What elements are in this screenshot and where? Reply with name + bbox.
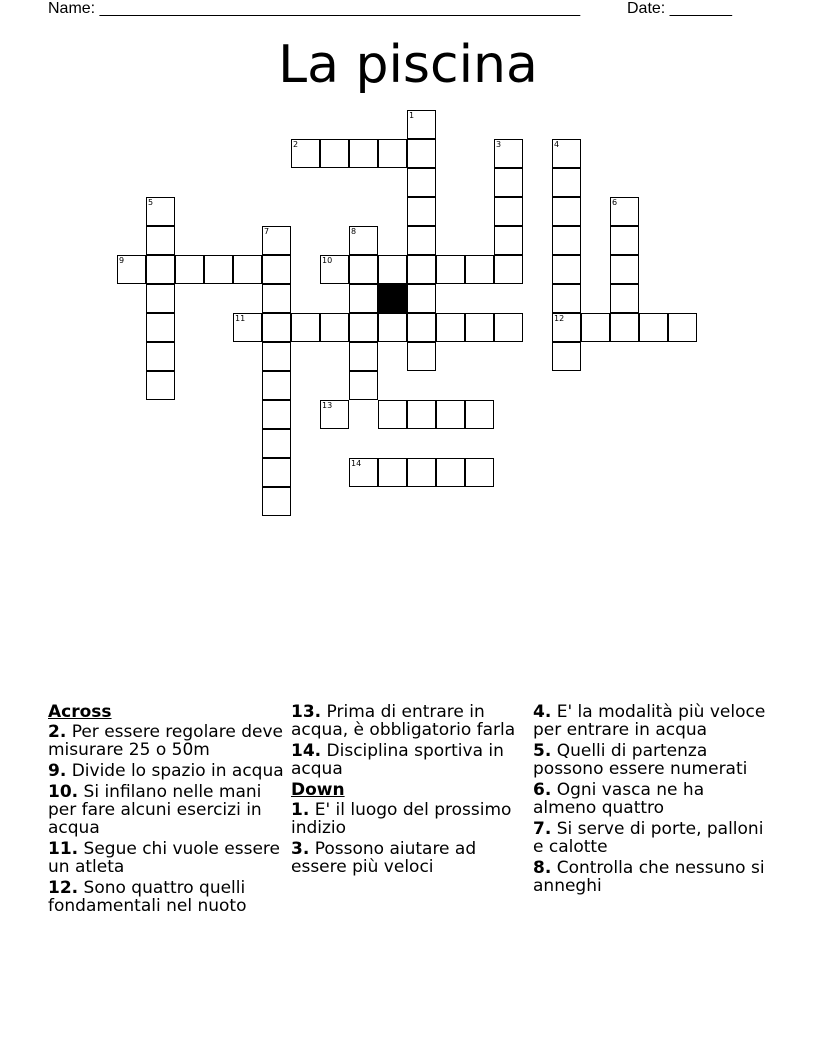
grid-cell[interactable] xyxy=(262,284,291,313)
name-field[interactable]: Name: ______________________________________________________ xyxy=(48,0,581,17)
grid-cell[interactable] xyxy=(581,313,610,342)
clue-item xyxy=(291,840,521,876)
grid-cell[interactable] xyxy=(407,197,436,226)
clue-num: 4. xyxy=(533,702,552,722)
clues-column-3 xyxy=(533,703,768,898)
grid-cell[interactable] xyxy=(639,313,668,342)
clue-text: E' il luogo del prossimo indizio xyxy=(291,800,512,838)
clue-num: 13. xyxy=(291,702,322,722)
grid-cell[interactable] xyxy=(378,139,407,168)
grid-cell[interactable] xyxy=(407,226,436,255)
clue-num: 1. xyxy=(291,800,310,820)
clue-item xyxy=(48,762,284,780)
clues-column-2 xyxy=(291,703,521,879)
grid-cell[interactable] xyxy=(378,255,407,284)
clue-number: 11 xyxy=(235,314,246,323)
date-field[interactable]: Date: _______ xyxy=(627,0,732,17)
grid-cell[interactable] xyxy=(494,255,523,284)
grid-cell[interactable] xyxy=(407,284,436,313)
grid-cell[interactable] xyxy=(349,458,378,487)
grid-cell[interactable] xyxy=(610,197,639,226)
clue-number: 4 xyxy=(554,140,560,149)
down-heading: Down xyxy=(291,780,345,800)
grid-cell[interactable] xyxy=(465,255,494,284)
grid-cell[interactable] xyxy=(349,284,378,313)
grid-cell[interactable] xyxy=(436,458,465,487)
grid-cell[interactable] xyxy=(494,226,523,255)
grid-cell[interactable] xyxy=(552,255,581,284)
grid-cell[interactable] xyxy=(320,400,349,429)
grid-cell[interactable] xyxy=(494,313,523,342)
clue-item xyxy=(533,703,768,739)
clue-item xyxy=(291,703,521,739)
grid-cell[interactable] xyxy=(552,139,581,168)
grid-cell[interactable] xyxy=(407,458,436,487)
clue-number: 2 xyxy=(293,140,299,149)
grid-cell[interactable] xyxy=(320,255,349,284)
grid-cell[interactable] xyxy=(465,458,494,487)
grid-cell[interactable] xyxy=(552,342,581,371)
grid-cell[interactable] xyxy=(407,168,436,197)
grid-cell[interactable] xyxy=(349,342,378,371)
grid-cell[interactable] xyxy=(349,371,378,400)
clue-number: 3 xyxy=(496,140,502,149)
clue-number: 13 xyxy=(322,401,333,410)
grid-cell[interactable] xyxy=(436,255,465,284)
clue-item xyxy=(48,723,284,759)
clue-text: Prima di entrare in acqua, è obbligatorio farla xyxy=(291,702,516,740)
grid-cell[interactable] xyxy=(552,284,581,313)
grid-cell[interactable] xyxy=(291,139,320,168)
grid-cell[interactable] xyxy=(552,197,581,226)
grid-cell[interactable] xyxy=(262,429,291,458)
grid-cell[interactable] xyxy=(117,255,146,284)
grid-cell[interactable] xyxy=(233,255,262,284)
clue-number: 5 xyxy=(148,198,154,207)
clue-item xyxy=(533,820,768,856)
clue-text: Si serve di porte, palloni e calotte xyxy=(533,819,764,857)
grid-cell[interactable] xyxy=(146,197,175,226)
grid-cell[interactable] xyxy=(552,226,581,255)
clue-num: 5. xyxy=(533,741,552,761)
clue-text: Per essere regolare deve misurare 25 o 50m xyxy=(48,722,283,760)
clue-text: Controlla che nessuno si anneghi xyxy=(533,858,765,896)
grid-cell[interactable] xyxy=(436,313,465,342)
grid-cell[interactable] xyxy=(610,255,639,284)
clue-text: Possono aiutare ad essere più veloci xyxy=(291,839,477,877)
grid-cell[interactable] xyxy=(262,255,291,284)
clue-num: 8. xyxy=(533,858,552,878)
clue-text: Segue chi vuole essere un atleta xyxy=(48,839,280,877)
grid-cell[interactable] xyxy=(552,168,581,197)
grid-cell[interactable] xyxy=(494,197,523,226)
grid-cell[interactable] xyxy=(407,400,436,429)
clue-item xyxy=(48,783,284,837)
grid-cell[interactable] xyxy=(262,226,291,255)
grid-cell[interactable] xyxy=(378,400,407,429)
grid-cell[interactable] xyxy=(436,400,465,429)
clue-item xyxy=(533,859,768,895)
clue-text: Ogni vasca ne ha almeno quattro xyxy=(533,780,705,818)
clue-item xyxy=(48,879,284,915)
grid-cell[interactable] xyxy=(320,313,349,342)
clue-num: 11. xyxy=(48,839,79,859)
clue-number: 10 xyxy=(322,256,333,265)
grid-cell[interactable] xyxy=(407,342,436,371)
grid-cell[interactable] xyxy=(407,313,436,342)
clue-number: 6 xyxy=(612,198,618,207)
clue-num: 3. xyxy=(291,839,310,859)
grid-cell[interactable] xyxy=(262,313,291,342)
grid-cell[interactable] xyxy=(291,313,320,342)
grid-cell[interactable] xyxy=(610,313,639,342)
clue-num: 7. xyxy=(533,819,552,839)
grid-cell[interactable] xyxy=(204,255,233,284)
clue-item xyxy=(48,840,284,876)
grid-cell[interactable] xyxy=(349,255,378,284)
grid-cell[interactable] xyxy=(146,313,175,342)
grid-cell[interactable] xyxy=(465,400,494,429)
grid-cell[interactable] xyxy=(320,139,349,168)
clue-number: 7 xyxy=(264,227,270,236)
clue-number: 1 xyxy=(409,111,415,120)
clue-text: Quelli di partenza possono essere numerati xyxy=(533,741,748,779)
clue-number: 8 xyxy=(351,227,357,236)
clue-text: Disciplina sportiva in acqua xyxy=(291,741,504,779)
grid-cell[interactable] xyxy=(378,313,407,342)
grid-cell[interactable] xyxy=(349,226,378,255)
grid-cell[interactable] xyxy=(262,371,291,400)
grid-cell[interactable] xyxy=(146,342,175,371)
grid-cell[interactable] xyxy=(262,342,291,371)
black-cell xyxy=(378,284,407,313)
clue-text: E' la modalità più veloce per entrare in acqua xyxy=(533,702,766,740)
grid-cell[interactable] xyxy=(146,255,175,284)
clue-num: 14. xyxy=(291,741,322,761)
grid-cell[interactable] xyxy=(349,313,378,342)
grid-cell[interactable] xyxy=(465,313,494,342)
clue-number: 14 xyxy=(351,459,362,468)
grid-cell[interactable] xyxy=(146,371,175,400)
clue-number: 9 xyxy=(119,256,125,265)
clue-number: 12 xyxy=(554,314,565,323)
clue-text: Si infilano nelle mani per fare alcuni esercizi in acqua xyxy=(48,782,262,838)
grid-cell[interactable] xyxy=(233,313,262,342)
clue-num: 2. xyxy=(48,722,67,742)
grid-cell[interactable] xyxy=(407,255,436,284)
grid-cell[interactable] xyxy=(262,400,291,429)
grid-cell[interactable] xyxy=(552,313,581,342)
grid-cell[interactable] xyxy=(494,168,523,197)
grid-cell[interactable] xyxy=(262,487,291,516)
clue-num: 9. xyxy=(48,761,67,781)
clue-num: 6. xyxy=(533,780,552,800)
clue-item xyxy=(533,742,768,778)
across-heading: Across xyxy=(48,702,112,722)
clue-item xyxy=(291,801,521,837)
clue-text: Sono quattro quelli fondamentali nel nuoto xyxy=(48,878,247,916)
clue-num: 10. xyxy=(48,782,79,802)
grid-cell[interactable] xyxy=(262,458,291,487)
grid-cell[interactable] xyxy=(378,458,407,487)
page-title: La piscina xyxy=(278,35,538,95)
grid-cell[interactable] xyxy=(407,110,436,139)
clue-item xyxy=(533,781,768,817)
grid-cell[interactable] xyxy=(146,226,175,255)
grid-cell[interactable] xyxy=(610,284,639,313)
clues-column-1 xyxy=(48,703,284,918)
grid-cell[interactable] xyxy=(349,139,378,168)
grid-cell[interactable] xyxy=(146,284,175,313)
grid-cell[interactable] xyxy=(175,255,204,284)
grid-cell[interactable] xyxy=(494,139,523,168)
clue-text: Divide lo spazio in acqua xyxy=(66,761,284,781)
clue-num: 12. xyxy=(48,878,79,898)
clue-item xyxy=(291,742,521,778)
grid-cell[interactable] xyxy=(407,139,436,168)
grid-cell[interactable] xyxy=(610,226,639,255)
grid-cell[interactable] xyxy=(668,313,697,342)
